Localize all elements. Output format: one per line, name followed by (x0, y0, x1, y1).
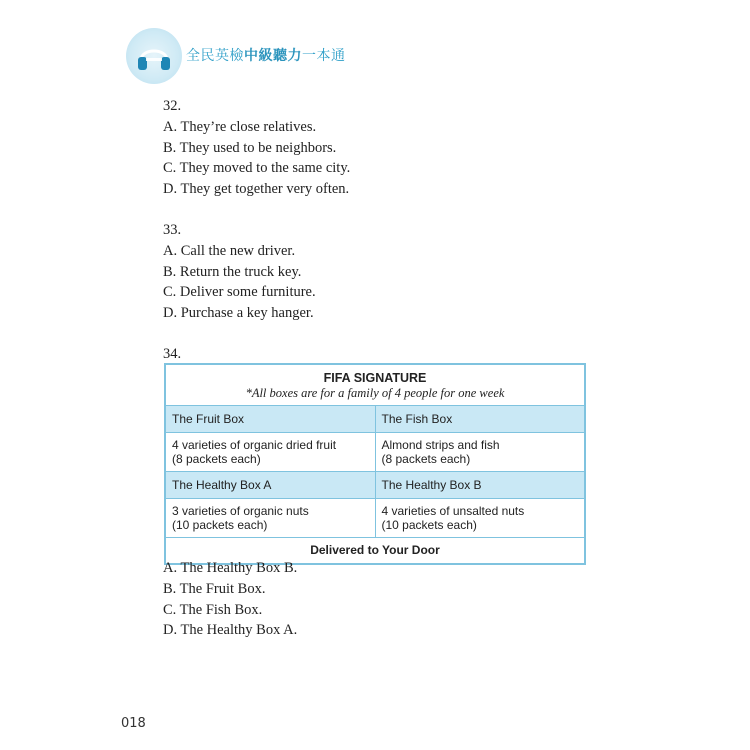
box-quantity: (8 packets each) (172, 452, 261, 466)
headphones-logo (126, 28, 182, 84)
table-row (166, 406, 584, 433)
page-number: 018 (121, 716, 146, 731)
table-row (166, 472, 584, 499)
table-cell (166, 406, 375, 432)
option-b: B. The Fruit Box. (163, 580, 266, 597)
box-quantity: (8 packets each) (381, 452, 471, 466)
box-name: The Healthy Box B (381, 478, 482, 492)
series-title-plain: 全民英檢 (186, 48, 244, 64)
table-cell (375, 406, 585, 432)
question-33 (163, 220, 316, 324)
series-title-bold: 中級聽力 (244, 48, 302, 64)
page-header (126, 28, 446, 84)
table-cell (375, 472, 585, 498)
option-b: B. They used to be neighbors. (163, 139, 337, 156)
question-34-number (163, 344, 181, 365)
option-d: D. Purchase a key hanger. (163, 305, 314, 322)
table-cell (166, 433, 375, 471)
question-number: 34. (163, 346, 182, 362)
series-title-tail: 一本通 (302, 48, 346, 64)
box-quantity: (10 packets each) (172, 518, 268, 532)
fifa-signature-table (164, 363, 586, 565)
box-contents: 4 varieties of unsalted nuts (381, 504, 525, 518)
question-number: 32. (163, 98, 182, 114)
table-title-row (166, 365, 584, 406)
box-contents: 4 varieties of organic dried fruit (172, 438, 337, 452)
option-b: B. Return the truck key. (163, 263, 302, 280)
table-title: FIFA SIGNATURE (323, 371, 427, 385)
box-name: The Fruit Box (172, 412, 245, 426)
box-contents: 3 varieties of organic nuts (172, 504, 309, 518)
option-c: C. They moved to the same city. (163, 160, 351, 177)
question-32 (163, 96, 350, 200)
option-a: A. Call the new driver. (163, 242, 296, 259)
box-name: The Fish Box (381, 412, 453, 426)
table-subtitle: *All boxes are for a family of 4 people for one week (245, 386, 505, 400)
table-cell (166, 499, 375, 537)
table-cell (375, 433, 585, 471)
box-quantity: (10 packets each) (381, 518, 477, 532)
option-a: A. They’re close relatives. (163, 118, 317, 135)
headphones-icon (134, 36, 174, 76)
option-d: D. They get together very often. (163, 181, 350, 198)
table-row (166, 433, 584, 472)
series-title (186, 45, 346, 65)
table-cell (375, 499, 585, 537)
table-cell (166, 472, 375, 498)
option-c: C. The Fish Box. (163, 601, 263, 618)
box-name: The Healthy Box A (172, 478, 272, 492)
box-contents: Almond strips and fish (381, 438, 500, 452)
option-c: C. Deliver some furniture. (163, 284, 316, 301)
question-34-options (163, 558, 297, 641)
option-a: A. The Healthy Box B. (163, 560, 298, 576)
table-row (166, 499, 584, 538)
question-number: 33. (163, 222, 182, 238)
option-d: D. The Healthy Box A. (163, 622, 298, 639)
table-footer: Delivered to Your Door (310, 543, 440, 557)
